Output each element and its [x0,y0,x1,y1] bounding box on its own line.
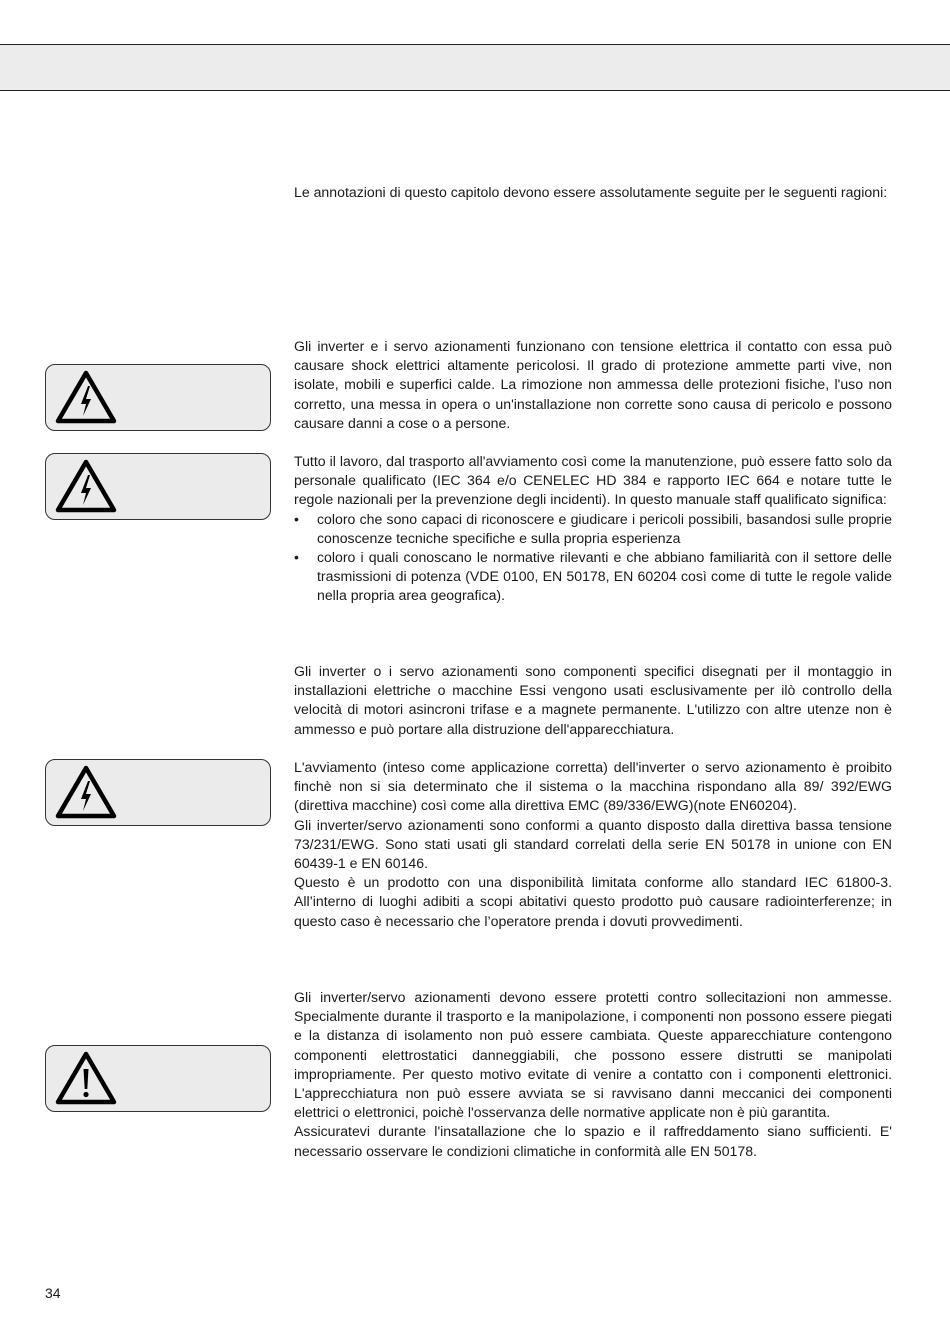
qualified-staff-text: Tutto il lavoro, dal trasporto all'avviamento così come la manutenzione, può essere fatto solo da personale qualificato (IEC 364 e/o CENELEC HD 384 e rapporto IEC 664 e notare tutte le regole nazionali per la prevenzione degli incidenti). In questo manuale staff qualificato significa: [294,453,892,508]
bullet-item: • coloro i quali conoscano le normative rilevanti e che abbiano familiarità con il settore delle trasmissioni di potenza (VDE 0100, EN 50178, EN 60204 così come di tutte le regole valide nella propria area geografica). [294,548,892,606]
high-voltage-warning-icon [51,368,121,426]
danger-paragraph-1: Gli inverter e i servo azionamenti funzionano con tensione elettrica il contatto con essa può causare shock elettrici altamente pericolosi. Il grado di protezione ammette parti vive, non isolate, mobili e superfici calde. La rimozione non ammessa delle protezioni fisiche, l'uso non corretto, una messa in opera o un'installazione non corrette sono causa di pericolo e possono causare danni a cose o a persone. [294,338,892,431]
use-paragraph-block [294,758,892,931]
high-voltage-warning-box-3 [45,759,271,826]
danger-paragraph-2 [294,452,892,606]
general-warning-box [45,1045,271,1112]
page-number: 34 [45,1285,61,1301]
use-paragraph-1: Gli inverter o i servo azionamenti sono componenti specifici disegnati per il montaggio in installazioni elettriche o macchine Essi vengono usati esclusivamente per ilò controllo della velocità di motori asincroni trifase e a magnete permanente. L'utilizzo con altre utenze non è ammesso e può portare alla distruzione dell'apparecchiatura. [294,663,892,737]
header-band [0,44,950,91]
handling-paragraph-1: Gli inverter/servo azionamenti devono essere protetti contro sollecitazioni non ammesse. Specialmente durante il trasporto e la manipolazione, i componenti non possono essere piegati e la distanza di isolamento non può essere cambiata. Queste apparecchiature contengono componenti elettrostatici danneggiabili, che possono essere distrutti se manipolati impropriamente. Per questo motivo evitate di venire a contatto con i componenti elettronici. L'apprecchiatura non può essere avviata se si ravvisano danni meccanici dei componenti elettrici o elettronici, poichè l'osservanza delle normative applicate non è più garantita. [294,989,892,1121]
use-paragraph-2: L'avviamento (inteso come applicazione corretta) dell'inverter o servo azionamento è proibito finchè non si sia determinato che il sistema o la macchina rispondano alla 89/ 392/EWG (direttiva macchine) così come alla direttiva EMC (89/336/EWG)(note EN60204). [294,759,892,814]
high-voltage-warning-box-1 [45,364,271,431]
high-voltage-warning-icon [51,457,121,515]
high-voltage-warning-box-2 [45,453,271,520]
bullet-item: • coloro che sono capaci di riconoscere e giudicare i pericoli possibili, basandosi sulle proprie conoscenze tecniche specifiche e sulla propria esperienza [294,510,892,548]
handling-paragraph-2: Assicuratevi durante l'insatallazione che lo spazio e il raffreddamento siano sufficienti. E' necessario osservare le condizioni climatiche in conformità alle EN 50178. [294,1123,892,1159]
handling-paragraph-block [294,988,892,1161]
high-voltage-warning-icon [51,763,121,821]
exclamation-warning-icon [51,1049,121,1107]
use-paragraph-4: Questo è un prodotto con una disponibilità limitata conforme allo standard IEC 61800-3. All’interno di luoghi adibiti a scopi abitativi questo prodotto può causare radiointerferenze; in questo caso è necessario che l’operatore prenda i dovuti provvedimenti. [294,874,892,929]
use-paragraph-3: Gli inverter/servo azionamenti sono conformi a quanto disposto dalla direttiva bassa tensione 73/231/EWG. Sono stati usati gli standard correlati della serie EN 50178 in unione con EN 60439-1 e EN 60146. [294,816,892,872]
intro-text: Le annotazioni di questo capitolo devono essere assolutamente seguite per le seguenti ragioni: [294,184,888,200]
